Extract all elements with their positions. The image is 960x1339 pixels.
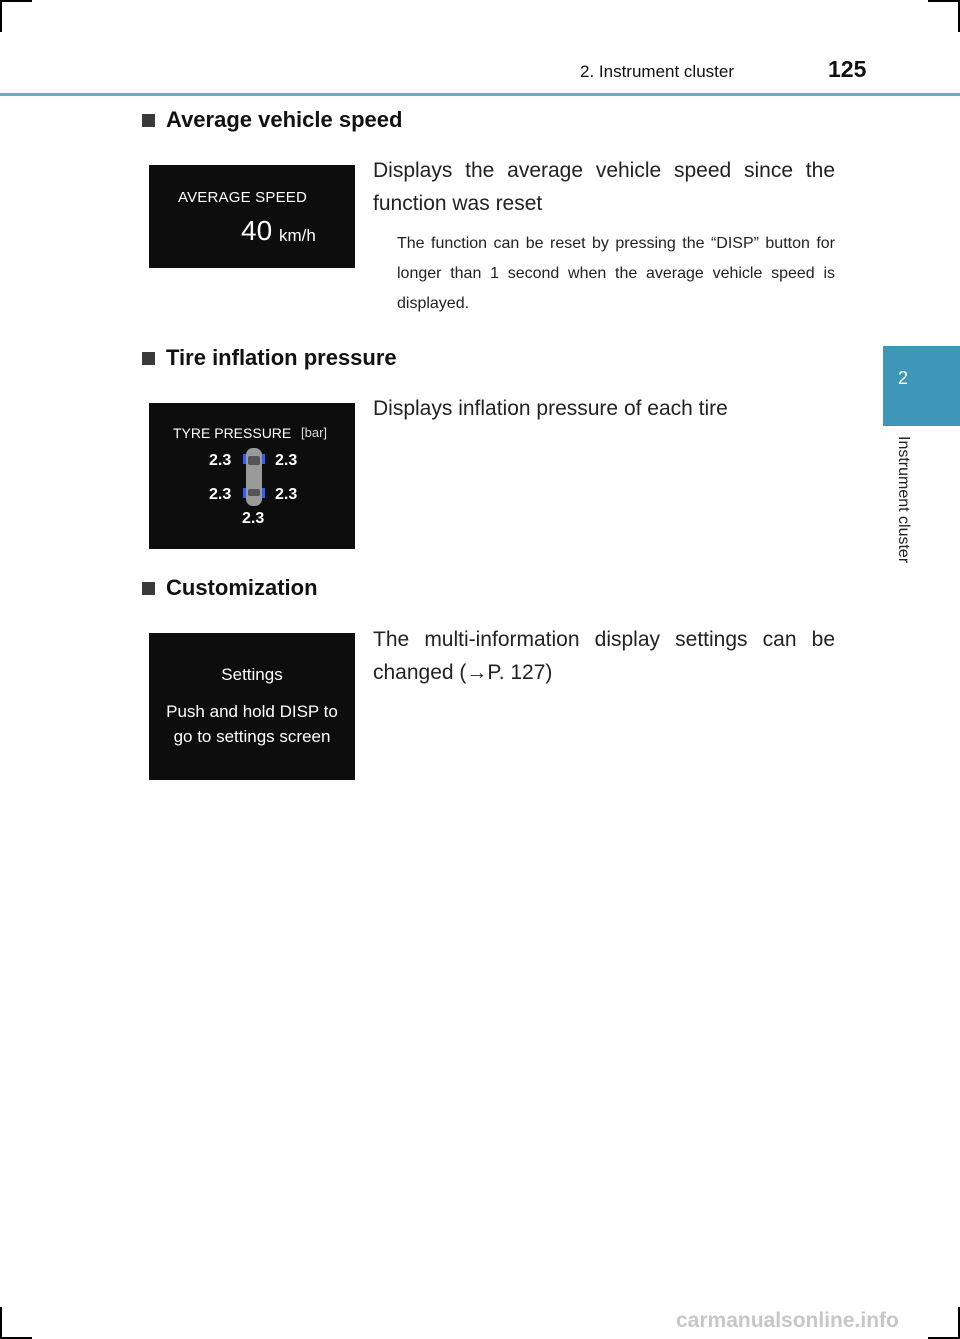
tire-pressure-display bbox=[149, 403, 355, 549]
square-bullet-icon bbox=[142, 582, 155, 595]
section-heading-text: Average vehicle speed bbox=[166, 107, 403, 132]
crop-mark-bottom-left-v bbox=[0, 1307, 2, 1339]
section-description: Displays the average vehicle speed since the function was reset bbox=[373, 159, 835, 215]
section-heading-text: Customization bbox=[166, 575, 318, 600]
crop-mark-top-left-h bbox=[0, 0, 32, 2]
tire-rear-right-value: 2.3 bbox=[275, 486, 298, 503]
chapter-number: 2 bbox=[897, 368, 908, 388]
settings-instruction-line1: Push and hold DISP to bbox=[166, 702, 338, 721]
pressure-unit: [bar] bbox=[301, 425, 328, 440]
crop-mark-top-left-v bbox=[0, 0, 2, 32]
display-label: TYRE PRESSURE bbox=[173, 425, 292, 441]
section-note: The function can be reset by pressing the “DISP” button for longer than 1 second when the average vehicle speed is displayed. bbox=[397, 235, 835, 312]
section-description: The multi-information display settings can be changed (→P. 127) bbox=[373, 628, 835, 684]
watermark: carmanualsonline.info bbox=[676, 1309, 899, 1332]
tire-front-right-value: 2.3 bbox=[275, 452, 298, 469]
section-heading-text: Tire inflation pressure bbox=[166, 345, 397, 370]
page-number: 125 bbox=[828, 56, 867, 82]
section-description: Displays inflation pressure of each tire bbox=[373, 397, 728, 420]
square-bullet-icon bbox=[142, 352, 155, 365]
speed-value: 40 bbox=[241, 215, 273, 246]
section-heading-tire-pressure bbox=[142, 345, 397, 371]
car-top-view-icon bbox=[243, 446, 265, 508]
section-heading-customization bbox=[142, 575, 318, 601]
tire-front-left-value: 2.3 bbox=[209, 452, 232, 469]
section-heading-average-speed bbox=[142, 107, 402, 133]
speed-unit: km/h bbox=[279, 226, 316, 245]
tire-rear-left-value: 2.3 bbox=[209, 486, 232, 503]
running-header: 2. Instrument cluster bbox=[580, 62, 735, 81]
settings-title: Settings bbox=[221, 665, 283, 684]
header-rule bbox=[0, 93, 960, 96]
crop-mark-top-right-h bbox=[928, 0, 960, 2]
tire-spare-value: 2.3 bbox=[242, 510, 265, 527]
chapter-tab bbox=[883, 346, 960, 426]
settings-instruction-line2: go to settings screen bbox=[173, 727, 331, 746]
average-speed-display bbox=[149, 165, 355, 268]
chapter-label: Instrument cluster bbox=[895, 436, 912, 564]
square-bullet-icon bbox=[142, 114, 155, 127]
display-label: AVERAGE SPEED bbox=[178, 189, 308, 206]
settings-display bbox=[149, 633, 355, 780]
